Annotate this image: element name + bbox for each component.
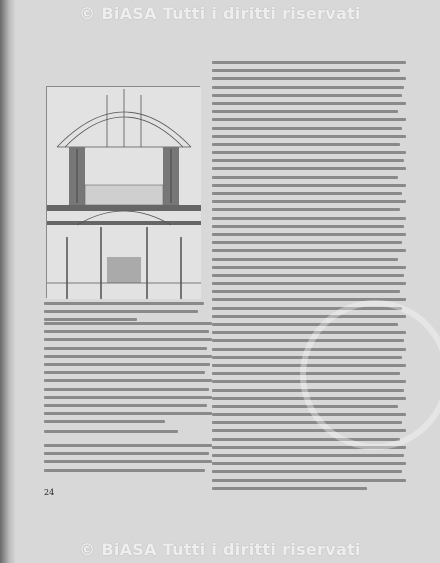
section-heading <box>44 430 212 438</box>
left-column-text <box>44 322 212 428</box>
watermark-top: © BiASA Tutti i diritti riservati <box>79 4 361 23</box>
watermark-bottom: © BiASA Tutti i diritti riservati <box>79 540 361 559</box>
library-seal-icon <box>300 300 440 450</box>
page-number: 24 <box>44 488 55 497</box>
architectural-figure <box>46 86 200 298</box>
left-column-text-lower <box>44 444 212 477</box>
arch-section-drawing <box>47 87 201 299</box>
